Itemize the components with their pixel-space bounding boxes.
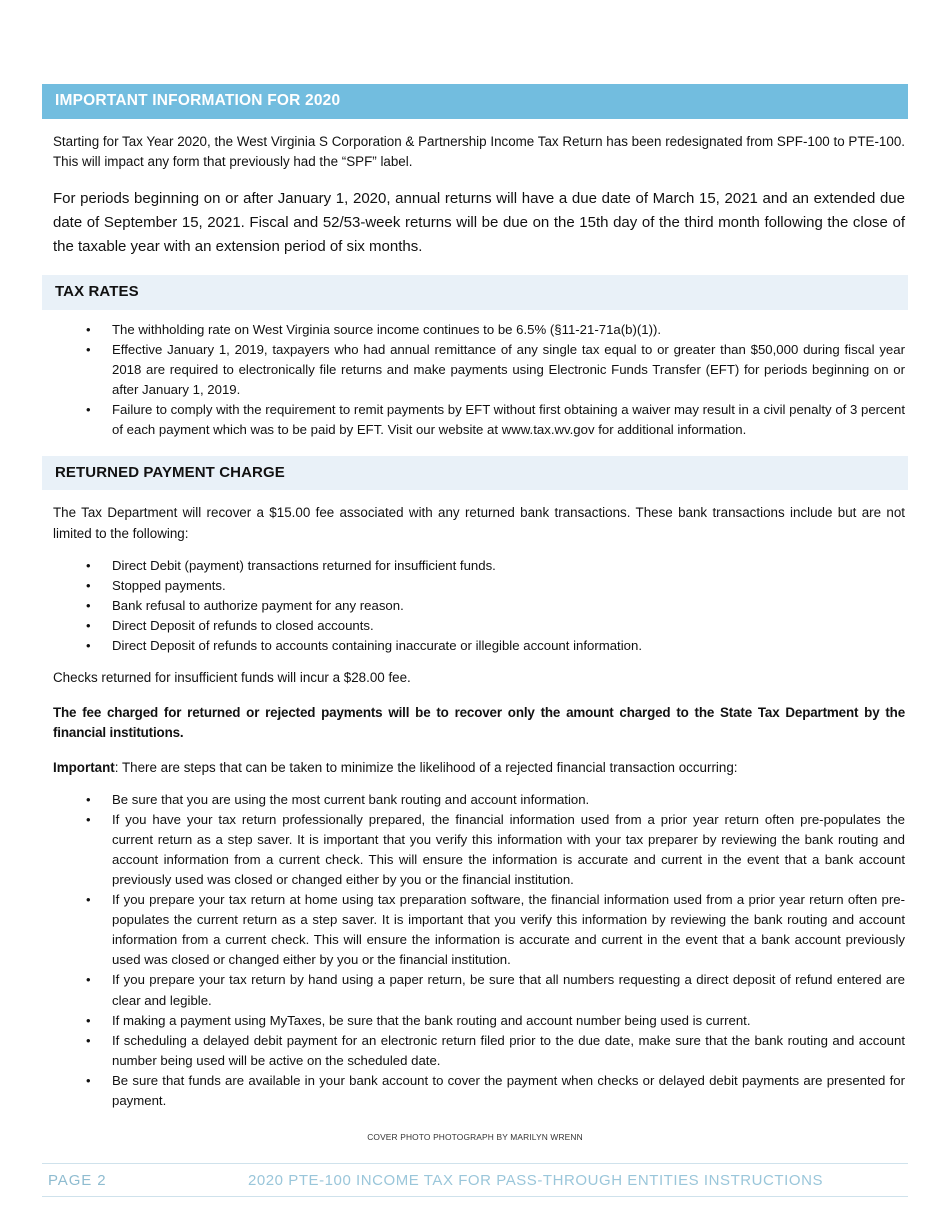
bullet-dot-icon: • [86,341,91,357]
list-item-text: Failure to comply with the requirement to remit payments by EFT without first obtaining a waiver may result in a civil penalty of 3 percent of each payment which was to be paid by EFT. Visit our website at www.tax.wv.gov for additional information. [112,401,905,438]
footer-page-number: PAGE 2 [48,1171,107,1189]
bullet-dot-icon: • [86,578,91,594]
list-item-text: Be sure that funds are available in your bank account to cover the payment when checks or delayed debit payments are presented for payment. [112,1072,905,1108]
cover-photo-credit: COVER PHOTO PHOTOGRAPH BY MARILYN WRENN [367,1132,583,1142]
list-item [42,596,908,616]
checks-returned-note: Checks returned for insufficient funds will incur a $28.00 fee. [53,670,411,686]
important-text: : There are steps that can be taken to minimize the likelihood of a rejected financial transaction occurring: [114,759,738,775]
list-item-text: Direct Deposit of refunds to closed accounts. [112,618,374,634]
bullet-dot-icon: • [86,811,91,827]
bullet-dot-icon: • [86,1032,91,1048]
bullet-dot-icon: • [86,638,91,654]
list-item [42,556,908,576]
section-heading-tax-rates: TAX RATES [42,275,908,309]
page-footer [42,1163,908,1197]
bullet-dot-icon: • [86,1072,91,1088]
list-item [42,320,908,340]
list-item [42,890,908,970]
minimize-rejection-steps-list [42,790,908,1111]
bullet-dot-icon: • [86,558,91,574]
list-item-text: Direct Debit (payment) transactions returned for insufficient funds. [112,558,496,574]
returned-payment-intro-paragraph: The Tax Department will recover a $15.00 fee associated with any returned bank transactions. These bank transactions include but are not limited to the following: [53,505,905,541]
list-item [42,636,908,656]
list-item [42,1011,908,1031]
important-information-banner: IMPORTANT INFORMATION FOR 2020 [42,84,908,119]
footer-document-title: 2020 PTE-100 INCOME TAX FOR PASS-THROUGH ENTITIES INSTRUCTIONS [248,1171,824,1189]
bullet-dot-icon: • [86,618,91,634]
list-item [42,810,908,890]
list-item [42,616,908,636]
bullet-dot-icon: • [86,321,91,337]
list-item-text: If you prepare your tax return at home using tax preparation software, the financial information used from a prior year return often pre-populates the current return as a step saver. It is important that you verify this information by reviewing the bank routing and account information from a current check. This will ensure the information is accurate and current in the event that a bank account previously used was closed or changed either by you or the financial institution. [112,892,905,968]
list-item-text: If you have your tax return professionally prepared, the financial information used from a prior year return often pre-populates the current return as a step saver. It is important that you verify this information with your tax preparer by reviewing the bank routing and account information from a current check. This will ensure the information is accurate and current in the event that a bank account previously used was closed or changed either by you or the financial institution. [112,811,905,888]
list-item-text: If making a payment using MyTaxes, be sure that the bank routing and account number being used is current. [112,1012,751,1028]
list-item-text: Effective January 1, 2019, taxpayers who had annual remittance of any single tax equal to or greater than $50,000 during fiscal year 2018 are required to electronically file returns and make payments using Electronic Funds Transfer (EFT) for periods beginning on or after January 1, 2019. [112,341,905,397]
list-item-text: Bank refusal to authorize payment for any reason. [112,598,404,614]
footer-inner [42,1164,908,1196]
section-heading-returned-payment-charge: RETURNED PAYMENT CHARGE [42,456,908,490]
list-item [42,1071,908,1111]
important-label: Important [53,759,115,775]
list-item [42,790,908,810]
list-item-text: The withholding rate on West Virginia source income continues to be 6.5% (§11-21-71a(b)(1)). [112,321,662,337]
page-content [42,84,908,1111]
list-item-text: Be sure that you are using the most current bank routing and account information. [112,791,590,807]
list-item-text: Direct Deposit of refunds to accounts containing inaccurate or illegible account information. [112,638,642,654]
important-steps-paragraph [42,758,908,778]
list-item-text: If you prepare your tax return by hand using a paper return, be sure that all numbers requesting a direct deposit of refund entered are clear and legible. [112,972,905,1008]
bullet-dot-icon: • [86,598,91,614]
bullet-dot-icon: • [86,791,91,807]
bullet-dot-icon: • [86,892,91,908]
list-item-text: If scheduling a delayed debit payment for an electronic return filed prior to the due date, make sure that the bank routing and account number being used will be active on the scheduled date. [112,1032,905,1068]
bullet-dot-icon: • [86,972,91,988]
bullet-dot-icon: • [86,401,91,417]
intro-paragraph-2: For periods beginning on or after January 1, 2020, annual returns will have a due date of March 15, 2021 and an extended due date of September 15, 2021. Fiscal and 52/53-week returns will be due on the 15th day of the third month following the close of the taxable year with an extension period of six months. [53,189,905,256]
list-item [42,400,908,440]
list-item [42,970,908,1010]
list-item [42,576,908,596]
fee-charged-bold-note: The fee charged for returned or rejected payments will be to recover only the amount charged to the State Tax Department by the financial institutions. [53,704,905,741]
returned-payment-bullet-list [42,556,908,656]
list-item [42,340,908,400]
list-item [42,1031,908,1071]
bullet-dot-icon: • [86,1012,91,1028]
list-item-text: Stopped payments. [112,578,226,594]
tax-rates-bullet-list [42,320,908,440]
intro-paragraph-1: Starting for Tax Year 2020, the West Virginia S Corporation & Partnership Income Tax Return has been redesignated from SPF-100 to PTE-100. This will impact any form that previously had the “SPF” label. [53,133,905,170]
